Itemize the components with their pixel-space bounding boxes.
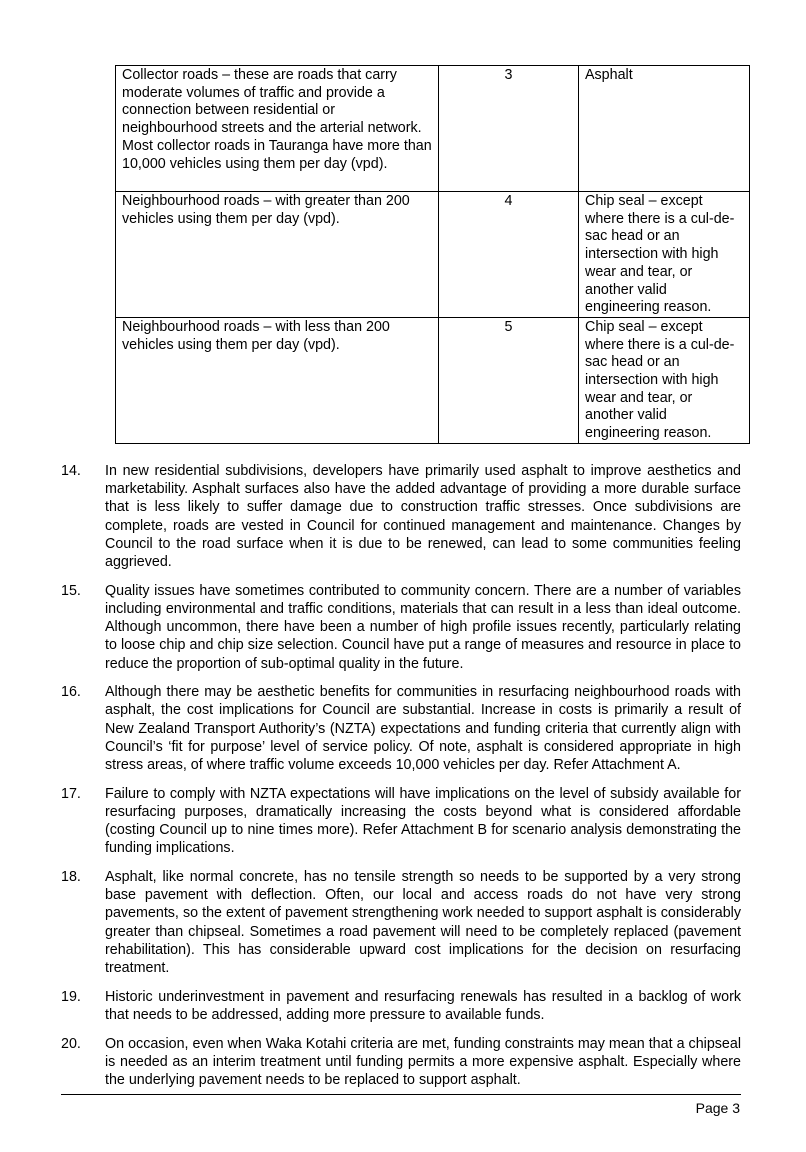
- road-description-cell: Neighbourhood roads – with greater than 200 vehicles using them per day (vpd).: [116, 192, 439, 318]
- page-number: Page 3: [695, 1100, 740, 1116]
- paragraph-text: In new residential subdivisions, developers have primarily used asphalt to improve aesthetics and marketability. Asphalt surfaces also have the added advantage of providing a more durable surface that is less likely to suffer damage due to construction traffic stresses. Once subdivisions are complete, roads are vested in Council for continued management and maintenance. Changes by Council to the road surface when it is due to be renewed, can lead to some communities feeling aggrieved.: [105, 463, 741, 571]
- paragraph-text: Asphalt, like normal concrete, has no tensile strength so needs to be supported by a very strong base pavement with deflection. Often, our local and access roads do not have very strong pavements, so the extent of pavement strengthening work needed to support asphalt is considerably greater than chipseal. Sometimes a road pavement will need to be completely replaced (pavement rehabilitation). This has considerable upward cost implications for the decision on resurfacing treatment.: [105, 869, 741, 977]
- footer-divider: [61, 1094, 741, 1095]
- table-row: [116, 66, 750, 192]
- paragraph-text: Quality issues have sometimes contributed to community concern. There are a number of variables including environmental and traffic conditions, materials that can result in a less than ideal outcome. Although uncommon, there have been a number of high profile issues recently, particularly relating to loose chip and chip size selection. Council have put a range of measures and resource in place to reduce the proportion of sub-optimal quality in the future.: [105, 582, 741, 672]
- paragraph-15: [61, 582, 741, 673]
- treatment-cell: Chip seal – except where there is a cul-de-sac head or an intersection with high wear and tear, or another valid engineering reason.: [579, 192, 750, 318]
- paragraph-19: [61, 988, 741, 1024]
- paragraph-18: [61, 868, 741, 977]
- paragraph-number: 14.: [61, 463, 81, 479]
- paragraph-text: On occasion, even when Waka Kotahi criteria are met, funding constraints may mean that a chipseal is needed as an interim treatment until funding permits a more expensive asphalt. Especially where the underlying pavement needs to be replaced to support asphalt.: [105, 1035, 741, 1089]
- paragraph-16: [61, 683, 741, 774]
- priority-cell: 5: [439, 317, 579, 443]
- paragraph-text: Failure to comply with NZTA expectations will have implications on the level of subsidy available for resurfacing purposes, dramatically increasing the costs beyond what is considered affordable (costing Council up to nine times more). Refer Attachment B for scenario analysis demonstrating the funding implications.: [105, 785, 741, 857]
- paragraph-number: 19.: [61, 988, 81, 1005]
- road-description-cell: Neighbourhood roads – with less than 200 vehicles using them per day (vpd).: [116, 317, 439, 443]
- priority-cell: 4: [439, 192, 579, 318]
- paragraph-20: [61, 1035, 741, 1090]
- paragraph-number: 15.: [61, 582, 81, 599]
- table-row: [116, 192, 750, 318]
- paragraph-number: 17.: [61, 785, 81, 802]
- paragraph-17: [61, 785, 741, 858]
- paragraph-number: 20.: [61, 1035, 81, 1052]
- priority-cell: 3: [439, 66, 579, 192]
- treatment-cell: Chip seal – except where there is a cul-de-sac head or an intersection with high wear and tear, or another valid engineering reason.: [579, 317, 750, 443]
- road-hierarchy-table: [115, 65, 750, 444]
- road-description-cell: Collector roads – these are roads that carry moderate volumes of traffic and provide a connection between residential or neighbourhood streets and the arterial network. Most collector roads in Tauranga have more than 10,000 vehicles using them per day (vpd).: [116, 66, 439, 192]
- treatment-cell: Asphalt: [579, 66, 750, 192]
- table-row: [116, 317, 750, 443]
- paragraph-number: 18.: [61, 869, 81, 886]
- paragraph-number: 16.: [61, 684, 81, 701]
- paragraph-14: [61, 462, 741, 571]
- numbered-paragraphs: [61, 462, 741, 1100]
- paragraph-text: Historic underinvestment in pavement and resurfacing renewals has resulted in a backlog of work that needs to be addressed, adding more pressure to available funds.: [105, 988, 741, 1023]
- paragraph-text: Although there may be aesthetic benefits for communities in resurfacing neighbourhood roads with asphalt, the cost implications for Council are substantial. Increase in costs is primarily a result of New Zealand Transport Authority’s (NZTA) expectations and funding criteria that currently align with Council’s ‘fit for purpose’ level of service policy. Of note, asphalt is considered appropriate in high stress areas, of where traffic volume exceeds 10,000 vehicles per day. Refer Attachment A.: [105, 684, 741, 774]
